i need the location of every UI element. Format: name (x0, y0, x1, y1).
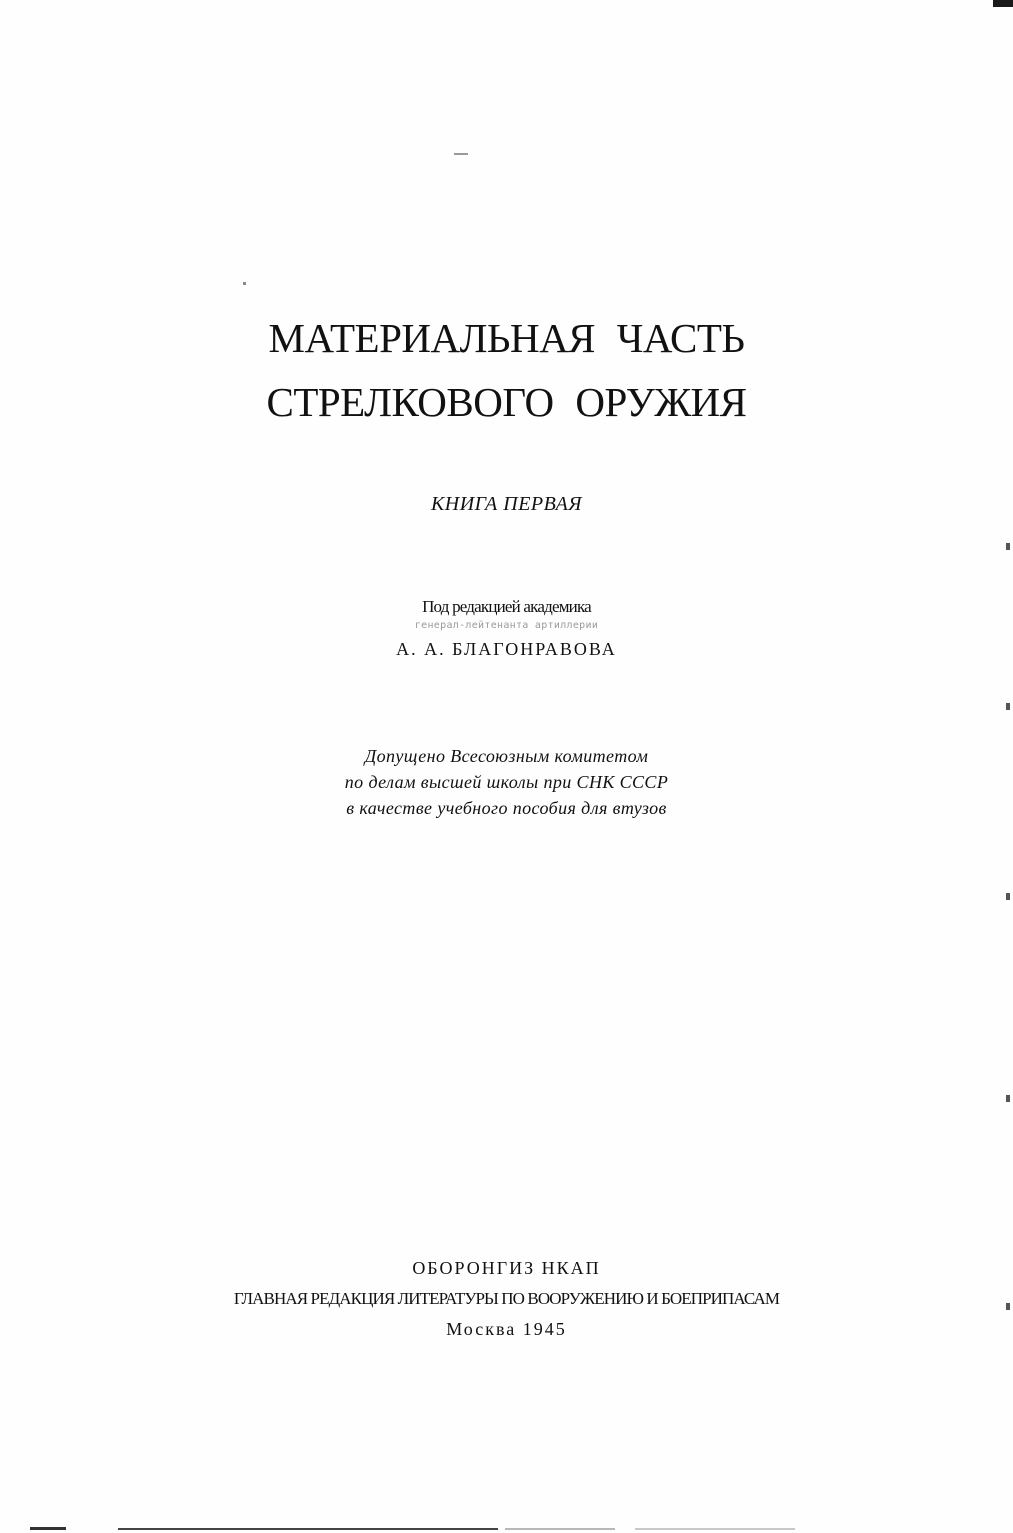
scan-edge-mark (993, 0, 1013, 7)
scan-edge-mark (1006, 893, 1010, 900)
scan-edge-mark (1006, 703, 1010, 710)
scan-bottom-line (118, 1528, 498, 1530)
approval-line-3: в качестве учебного пособия для втузов (346, 798, 667, 818)
title-line-1: МАТЕРИАЛЬНАЯ ЧАСТЬ (268, 315, 745, 361)
scan-speck (243, 282, 246, 285)
publisher-place-year: Москва 1945 (446, 1319, 567, 1339)
approval-line-2: по делам высшей школы при СНК СССР (344, 772, 669, 792)
editor-rank-note: генерал-лейтенанта артиллерии (414, 620, 599, 631)
editor-credit (0, 595, 1013, 663)
scan-bottom-line (635, 1528, 795, 1530)
scan-speck (454, 153, 468, 155)
scan-bottom-line (30, 1527, 66, 1530)
scan-edge-mark (1006, 543, 1010, 550)
book-volume-label: КНИГА ПЕРВАЯ (431, 493, 582, 515)
title-line-2: СТРЕЛКОВОГО ОРУЖИЯ (266, 379, 747, 425)
editor-name: А. А. БЛАГОНРАВОВА (396, 639, 617, 659)
scan-edge-mark (1006, 1303, 1010, 1310)
editor-prefix: Под редакцией академика (422, 597, 591, 616)
approval-notice (0, 743, 1013, 821)
publisher-imprint (0, 1252, 1013, 1344)
approval-line-1: Допущено Всесоюзным комитетом (364, 746, 649, 766)
scan-bottom-line (505, 1528, 615, 1530)
publisher-division: ГЛАВНАЯ РЕДАКЦИЯ ЛИТЕРАТУРЫ ПО ВООРУЖЕНИЮ И БОЕПРИПАСАМ (233, 1289, 780, 1308)
book-title (0, 306, 1013, 434)
scan-edge-mark (1006, 1095, 1010, 1102)
publisher-name: ОБОРОНГИЗ НКАП (412, 1258, 601, 1278)
